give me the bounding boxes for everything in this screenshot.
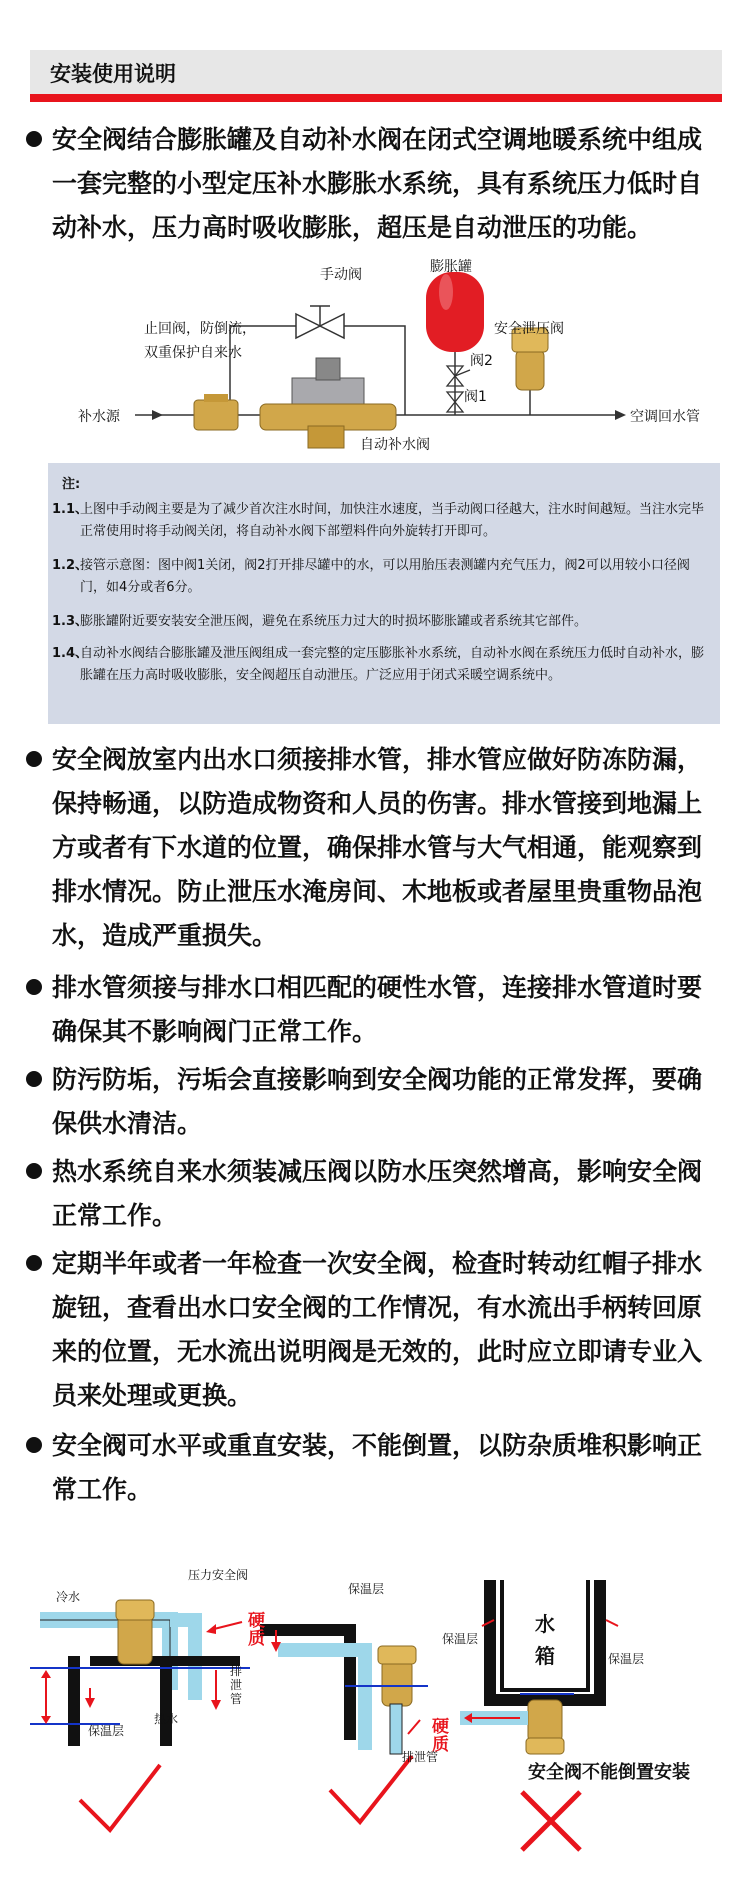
note-item: 1.1、 上图中手动阀主要是为了减少首次注水时间，加快注水速度，当手动阀口径越大，注水时间越短。当注水完毕正常使用时将手动阀关闭，将自动补水阀下部塑料件向外旋转打开即可。 [52,502,705,539]
bullet-paragraph: 安全阀可水平或重直安装，不能倒置，以防杂质堆积影响正常工作。 [26,1424,726,1512]
system-diagram [60,258,700,458]
return-pipe-label: 空调回水管 [630,409,700,425]
insulation-label-middle: 保温层 [348,1582,385,1596]
bullet-paragraph: 定期半年或者一年检查一次安全阀，检查时转动红帽子排水旋钮，查看出水口安全阀的工作情况，有水流出手柄转回原来的位置，无水流出说明阀是无效的，此时应立即请专业入员来处理或更换。 [26,1242,726,1418]
water-source-label: 补水源 [78,409,120,425]
note-item: 1.4、 自动补水阀结合膨胀罐及泄压阀组成一套完整的定压膨胀补水系统，自动补水阀在系统压力低时自动补水，膨胀罐在压力高时吸收膨胀，安全阀超压自动泄压。广泛应用于闭式采暖空调系统中。 [52,646,705,683]
auto-valve-label: 自动补水阀 [360,437,430,453]
insulation-label-right-2: 保温层 [608,1652,645,1666]
bullet-dot-icon [26,131,42,147]
note-item: 1.3、 膨胀罐附近要安装安全泄压阀，避免在系统压力过大的时损坏膨胀罐或者系统其它部件。 [52,614,588,629]
insulation-label-left: 保温层 [88,1724,125,1738]
notes-title: 注: [62,477,81,492]
bullet-dot-icon [26,751,42,767]
cold-water-label: 冷水 [56,1590,81,1604]
intro-paragraph: 安全阀结合膨胀罐及自动补水阀在闭式空调地暖系统中组成一套完整的小型定压补水膨胀水系统，具有系统压力低时自动补水，压力高时吸收膨胀，超压是自动泄压的功能。 [26,118,726,250]
insulation-label-right-1: 保温层 [442,1632,479,1646]
hard-label-middle: 硬质 [432,1717,449,1755]
bullet-dot-icon [26,1437,42,1453]
installation-illustrations [20,1560,740,1890]
pressure-valve-label: 压力安全阀 [188,1568,249,1582]
bullet-dot-icon [26,979,42,995]
inverted-warning: 安全阀不能倒置安装 [528,1762,690,1783]
bullet-paragraph: 防污防垢，污垢会直接影响到安全阀功能的正常发挥，要确保供水清洁。 [26,1058,726,1146]
bullet-dot-icon [26,1071,42,1087]
section-title: 安装使用说明 [50,62,176,86]
drain-label-left: 排泄管 [230,1664,243,1706]
installation-drawing [20,1560,740,1890]
manual-valve-label: 手动阀 [320,267,362,283]
notes-box [48,463,720,724]
hard-label-left: 硬质 [248,1611,265,1649]
bullet-dot-icon [26,1255,42,1271]
valve2-label: 阀2 [470,353,493,369]
drain-label-middle: 排泄管 [402,1750,439,1764]
header-red-rule [30,94,722,102]
bullet-paragraph: 排水管须接与排水口相匹配的硬性水管，连接排水管道时要确保其不影响阀门正常工作。 [26,966,726,1054]
section-header [30,50,722,94]
tank-char-1: 水 [535,1612,555,1636]
note-item: 1.2、 接管示意图：图中阀1关闭，阀2打开排尽罐中的水，可以用胎压表测罐内充气压力，阀2可以用较小口径阀门，如4分或者6分。 [52,558,690,595]
hot-water-label: 热水 [154,1712,179,1726]
bullet-dot-icon [26,1163,42,1179]
check-valve-label-1: 止回阀，防倒流， [144,321,256,337]
bullet-paragraph: 安全阀放室内出水口须接排水管，排水管应做好防冻防漏，保持畅通，以防造成物资和人员的伤害。排水管接到地漏上方或者有下水道的位置，确保排水管与大气相通，能观察到排水情况。防止泄压水淹房间、木地板或者屋里贵重物品泡水，造成严重损失。 [26,738,726,958]
check-valve-label-2: 双重保护自来水 [144,345,242,361]
valve1-label: 阀1 [464,389,487,405]
tank-char-2: 箱 [535,1644,555,1668]
safety-valve-label: 安全泄压阀 [494,321,564,337]
expansion-tank-label: 膨胀罐 [430,259,472,275]
bullet-paragraph: 热水系统自来水须装减压阀以防水压突然增高，影响安全阀正常工作。 [26,1150,726,1238]
